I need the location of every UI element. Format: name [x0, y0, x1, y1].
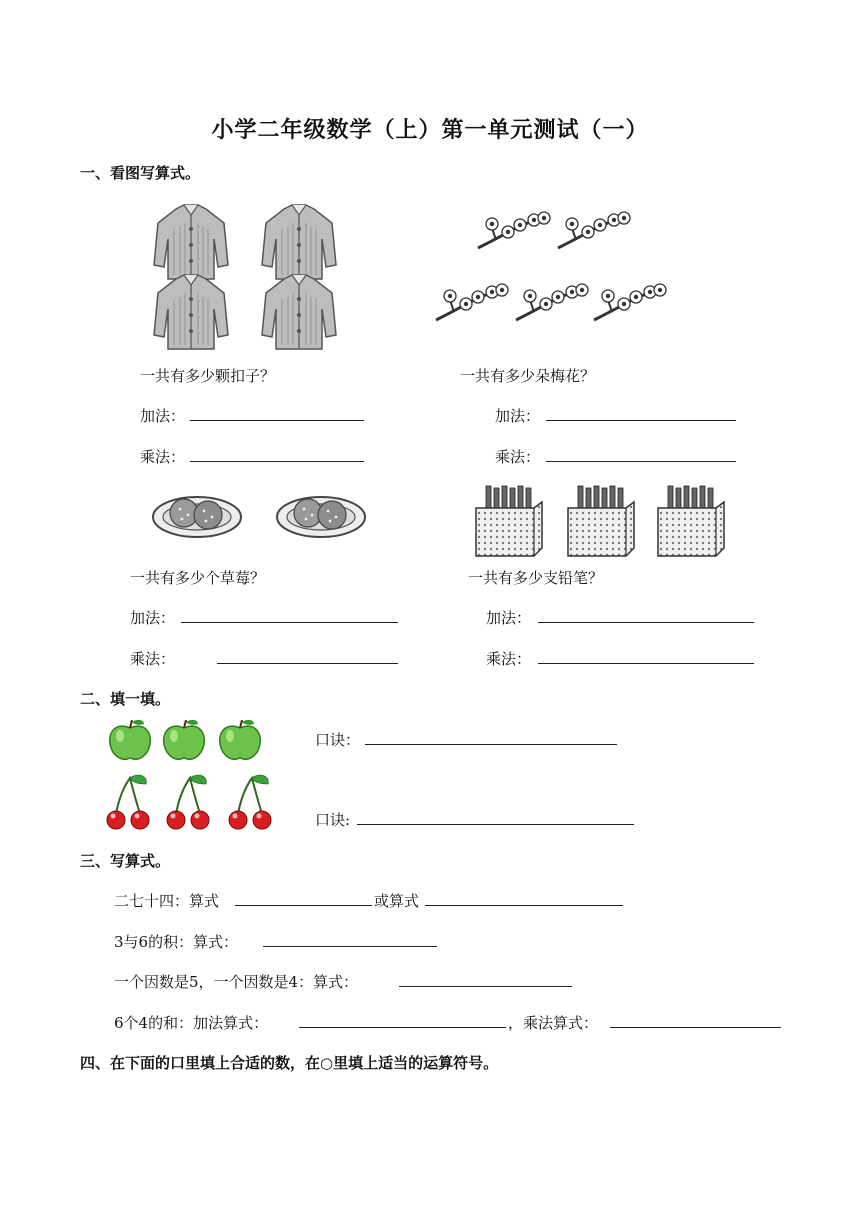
flowers-question: 一共有多少朵梅花？ [460, 367, 596, 385]
strawberries-mul-label: 乘法： [130, 650, 176, 668]
q3-item1-answer-line-b[interactable] [425, 905, 623, 906]
cherries-image [106, 772, 276, 830]
section-2-heading: 二、填一填。 [80, 690, 171, 708]
q3-item4-answer-line-b[interactable] [610, 1027, 781, 1028]
pencil-boxes-image [476, 486, 736, 562]
q3-item3-answer-line[interactable] [399, 986, 572, 987]
pencils-question: 一共有多少支铅笔？ [468, 569, 604, 587]
flowers-add-label: 加法： [495, 407, 541, 425]
q3-item1-answer-line-a[interactable] [235, 905, 372, 906]
coats-mul-answer-line[interactable] [190, 461, 364, 462]
apples-rhyme-label: 口诀： [315, 731, 361, 749]
q3-item1-text-a: 二七十四：算式 [114, 892, 220, 910]
q3-item3-text: 一个因数是5，一个因数是4：算式： [114, 973, 359, 991]
q3-item2-answer-line[interactable] [263, 946, 437, 947]
strawberries-question: 一共有多少个草莓？ [130, 569, 266, 587]
coats-question: 一共有多少颗扣子？ [140, 367, 276, 385]
flowers-add-answer-line[interactable] [546, 420, 736, 421]
pencils-mul-label: 乘法： [486, 650, 532, 668]
coats-mul-label: 乘法： [140, 448, 186, 466]
strawberries-add-answer-line[interactable] [181, 622, 398, 623]
q3-item4-answer-line-a[interactable] [299, 1027, 506, 1028]
flowers-mul-label: 乘法： [495, 448, 541, 466]
flowers-mul-answer-line[interactable] [546, 461, 736, 462]
plum-blossom-image [436, 210, 666, 330]
pencils-add-label: 加法： [486, 609, 532, 627]
coats-add-answer-line[interactable] [190, 420, 364, 421]
strawberries-mul-answer-line[interactable] [217, 663, 398, 664]
strawberries-add-label: 加法： [130, 609, 176, 627]
q3-item2-text: 3与6的积：算式： [114, 933, 239, 951]
coats-image [150, 205, 350, 345]
section-1-heading: 一、看图写算式。 [80, 164, 201, 182]
coats-add-label: 加法： [140, 407, 186, 425]
cherries-rhyme-label: 口诀: [315, 811, 351, 829]
section-4-heading: 四、在下面的口里填上合适的数，在○里填上适当的运算符号。 [80, 1054, 499, 1072]
q3-item1-text-b: 或算式 [374, 892, 420, 910]
q3-item4-text-b: ，乘法算式： [508, 1014, 599, 1032]
section-3-heading: 三、写算式。 [80, 852, 171, 870]
green-apples-image [108, 716, 268, 762]
q3-item4-text-a: 6个4的和：加法算式： [114, 1014, 269, 1032]
cherries-rhyme-answer-line[interactable] [357, 824, 634, 825]
pencils-add-answer-line[interactable] [538, 622, 754, 623]
page-title: 小学二年级数学（上）第一单元测试（一） [211, 118, 649, 143]
strawberry-plates-image [152, 489, 382, 549]
pencils-mul-answer-line[interactable] [538, 663, 754, 664]
apples-rhyme-answer-line[interactable] [365, 744, 617, 745]
